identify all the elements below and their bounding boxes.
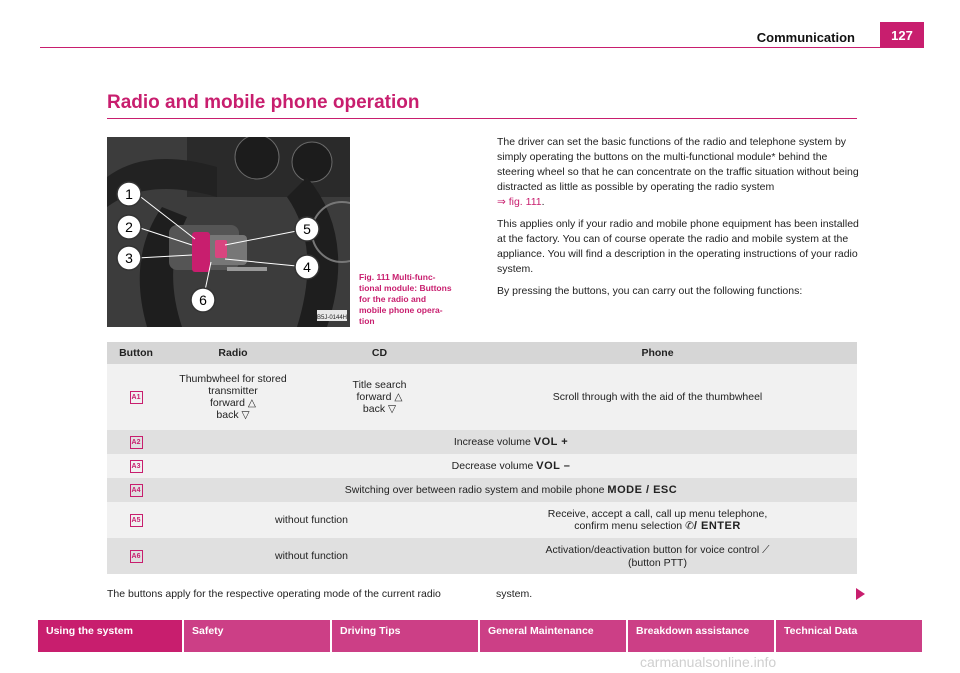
radio-cd-cell: without function bbox=[165, 502, 458, 538]
nav-technical-data[interactable]: Technical Data bbox=[776, 620, 922, 652]
button-ref-badge: A1 bbox=[130, 391, 143, 404]
nav-general-maintenance[interactable]: General Maintenance bbox=[480, 620, 626, 652]
title-rule bbox=[107, 118, 857, 119]
section-title: Radio and mobile phone operation bbox=[107, 92, 420, 113]
table-row bbox=[107, 538, 857, 574]
svg-text:1: 1 bbox=[125, 186, 133, 202]
footer-note-right: system. bbox=[496, 588, 533, 600]
footer-note-left: The buttons apply for the respective operating mode of the current radio bbox=[107, 588, 441, 600]
radio-cell: Thumbwheel for stored transmitter forward △ back ▽ bbox=[165, 364, 301, 430]
button-ref-badge: A5 bbox=[130, 514, 143, 527]
cd-cell: Title search forward △ back ▽ bbox=[301, 364, 458, 430]
svg-text:3: 3 bbox=[125, 250, 133, 266]
callout-6 bbox=[191, 288, 215, 312]
header-rule bbox=[40, 47, 880, 48]
radio-cd-cell: without function bbox=[165, 538, 458, 574]
button-ref-badge: A2 bbox=[130, 436, 143, 449]
mode-esc-symbol: MODE / ESC bbox=[607, 484, 678, 496]
svg-text:6: 6 bbox=[199, 292, 207, 308]
col-header-radio: Radio bbox=[165, 342, 301, 364]
phone-cell: Activation/deactivation button for voice control ⟋ (button PTT) bbox=[458, 538, 857, 574]
table-row bbox=[107, 430, 857, 454]
figure-image bbox=[107, 137, 350, 327]
svg-text:4: 4 bbox=[303, 259, 311, 275]
merged-cell: Increase volume VOL + bbox=[165, 430, 857, 454]
nav-driving-tips[interactable]: Driving Tips bbox=[332, 620, 478, 652]
handset-icon: ✆ bbox=[685, 520, 694, 532]
callout-4 bbox=[295, 255, 319, 279]
paragraph-2: This applies only if your radio and mobile phone equipment has been installed at the factory. You can of course operate the radio and mobile system at the appliance. You will find a description in the operating instructions of your radio system. bbox=[497, 218, 859, 275]
button-ref-badge: A3 bbox=[130, 460, 143, 473]
header-title: Communication bbox=[756, 30, 855, 45]
figure-link[interactable]: ⇒ fig. 111 bbox=[497, 196, 542, 208]
col-header-button: Button bbox=[107, 342, 165, 364]
table-header-row bbox=[107, 342, 857, 364]
merged-cell: Decrease volume VOL – bbox=[165, 454, 857, 478]
watermark: carmanualsonline.info bbox=[640, 654, 777, 670]
merged-cell: Switching over between radio system and mobile phone MODE / ESC bbox=[165, 478, 857, 502]
figure-code: B5J-0144H bbox=[316, 315, 348, 321]
phone-cell: Scroll through with the aid of the thumbwheel bbox=[458, 364, 857, 430]
enter-symbol: / ENTER bbox=[693, 520, 741, 532]
nav-using-the-system[interactable]: Using the system bbox=[38, 620, 182, 652]
nav-breakdown-assistance[interactable]: Breakdown assistance bbox=[628, 620, 774, 652]
function-table bbox=[107, 342, 857, 574]
callout-5 bbox=[295, 217, 319, 241]
voice-control-icon: ⟋ bbox=[762, 543, 770, 556]
table-row bbox=[107, 364, 857, 430]
col-header-cd: CD bbox=[301, 342, 458, 364]
col-header-phone: Phone bbox=[458, 342, 857, 364]
callout-2 bbox=[117, 215, 141, 239]
callout-3 bbox=[117, 246, 141, 270]
table-row bbox=[107, 454, 857, 478]
phone-cell: Receive, accept a call, call up menu telephone, confirm menu selection ✆/ ENTER bbox=[458, 502, 857, 538]
page-number: 127 bbox=[880, 22, 924, 48]
callout-1 bbox=[117, 182, 141, 206]
body-text bbox=[497, 135, 862, 306]
nav-safety[interactable]: Safety bbox=[184, 620, 330, 652]
svg-text:2: 2 bbox=[125, 219, 133, 235]
table-row bbox=[107, 478, 857, 502]
paragraph-1: The driver can set the basic functions of the radio and telephone system by simply operating the buttons on the multi-functional module* behind the steering wheel so that he can concentrate on the traffic situation without being distracted as little as possible by operating the radio system ⇒ fig. 111. bbox=[497, 136, 859, 208]
vol-up-symbol: VOL + bbox=[533, 436, 569, 448]
button-ref-badge: A4 bbox=[130, 484, 143, 497]
figure-caption: Fig. 111 Multi-func- tional module: Buttons for the radio and mobile phone opera- tion bbox=[359, 272, 452, 326]
next-page-arrow-icon[interactable] bbox=[856, 588, 865, 600]
paragraph-3: By pressing the buttons, you can carry out the following functions: bbox=[497, 285, 803, 297]
vol-down-symbol: VOL – bbox=[536, 460, 571, 472]
bottom-nav bbox=[38, 620, 922, 652]
steering-wheel-illustration bbox=[107, 137, 350, 327]
button-ref-badge: A6 bbox=[130, 550, 143, 563]
svg-text:5: 5 bbox=[303, 221, 311, 237]
table-row bbox=[107, 502, 857, 538]
